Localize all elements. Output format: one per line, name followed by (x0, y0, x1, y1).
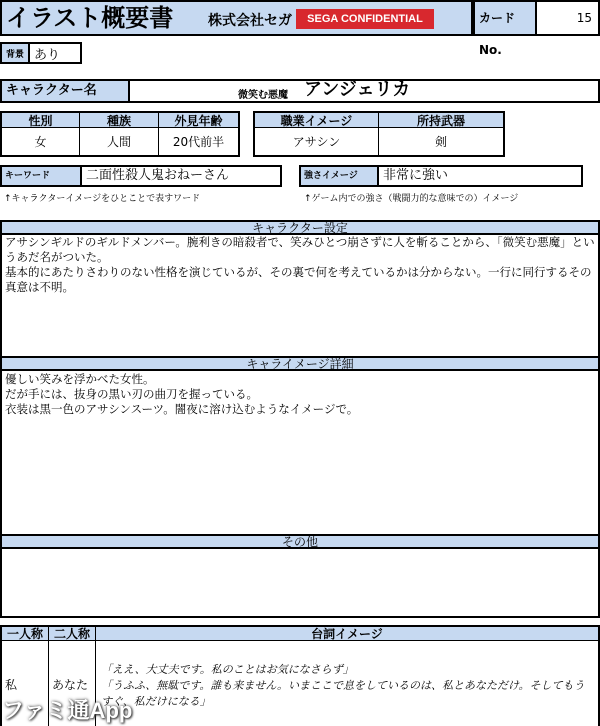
first-person-value: 私 (5, 678, 18, 692)
race-value: 人間 (80, 128, 159, 155)
first-person-header: 一人称 (2, 627, 49, 641)
age-value: 20代前半 (172, 135, 225, 149)
gender-header: 性別 (2, 113, 80, 128)
settings-text: アサシンギルドのギルドメンバー。腕利きの暗殺者で、笑みひとつ崩さずに人を斬ることから、「微笑む悪魔」というあだ名がついた。 基本的にあたりさわりのない性格を演じているが、その裏で何を考えているかは分からない。一行に同行するその真意は不明。 (5, 235, 595, 294)
image-detail-text: 優しい笑みを浮かべた女性。 だが手には、抜身の黒い刃の曲刀を握っている。 衣装は黒一色のアサシンスーツ。闇夜に溶け込むようなイメージで。 (5, 372, 359, 416)
character-name: アンジェリカ (304, 79, 411, 100)
second-person-value: あなた (52, 678, 89, 692)
background-label: 背景 (0, 42, 30, 64)
weapon-value: 剣 (434, 135, 447, 149)
weapon-header: 所持武器 (379, 113, 503, 128)
confidential-badge: SEGA CONFIDENTIAL (296, 9, 434, 29)
race-header: 種族 (80, 113, 159, 128)
gender-value: 女 (2, 128, 80, 155)
company-name: 株式会社セガ (208, 13, 292, 29)
job-header: 職業イメージ (255, 113, 379, 128)
strength-value: 非常に強い (379, 165, 583, 187)
keyword-label: キーワード (0, 165, 82, 187)
job-value: アサシン (255, 128, 379, 155)
character-epithet: 微笑む悪魔 (238, 90, 288, 101)
dialogue-lines: 「ええ、大丈夫です。私のことはお気になさらず」 「うふふ、無駄です。誰も来ません。いまここで息をしているのは、私とあなただけ。そしてもうすぐ、私だけになる」 (101, 663, 585, 708)
background-value: あり (30, 42, 82, 64)
other-title: その他 (0, 534, 600, 549)
card-no-label: カードNo. (473, 0, 537, 36)
famitsu-app-logo: ファミ通App (2, 698, 133, 723)
image-detail-title: キャライメージ詳細 (0, 356, 600, 371)
strength-label: 強さイメージ (299, 165, 379, 187)
settings-title: キャラクター設定 (0, 220, 600, 235)
keyword-value: 二面性殺人鬼おねーさん (82, 165, 282, 187)
strength-note: ↑ゲーム内での強さ（戦闘力的な意味での）イメージ (304, 194, 519, 204)
character-label: キャラクター名 (0, 79, 130, 103)
second-person-header: 二人称 (49, 627, 96, 641)
document-title: イラスト概要書 (6, 4, 174, 32)
age-header: 外見年齢 (159, 113, 238, 128)
dialogue-header: 台詞イメージ (96, 627, 598, 641)
keyword-note: ↑キャラクターイメージをひとことで表すワード (4, 194, 201, 204)
card-no-value: 15 (537, 0, 600, 36)
